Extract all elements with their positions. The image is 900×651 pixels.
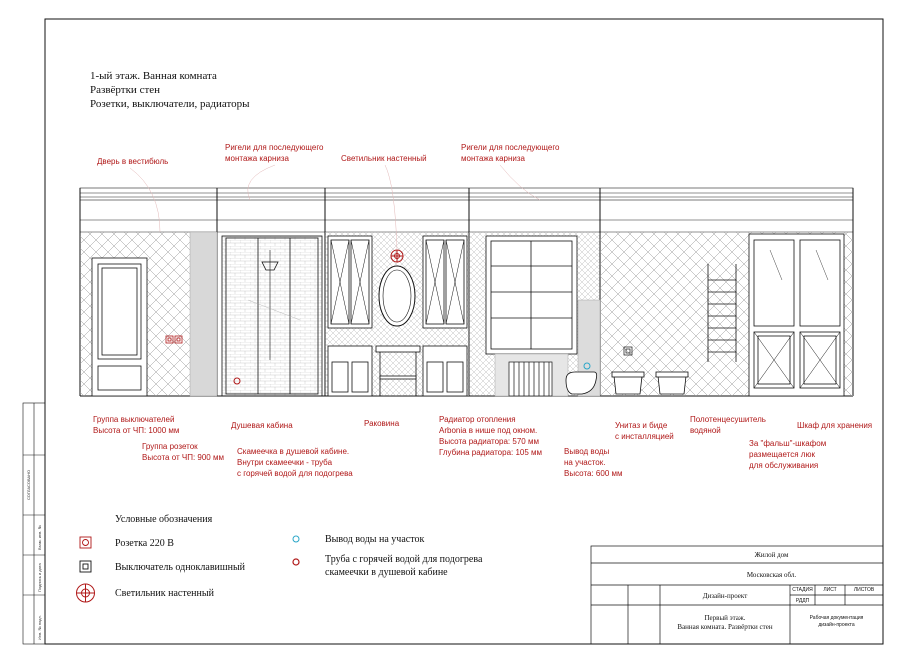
bidet-bowl [656,372,688,394]
stamp-sheet-title-a: Первый этаж. [704,614,746,622]
stamp-doc-b: дизайн-проекта [818,622,855,628]
callout-cabinet: Шкаф для хранения [797,421,873,430]
cornice-band [80,188,853,232]
legend-lamp-icon [77,584,95,602]
stamp-sheet-title-b: Ванная комната. Развёртки стен [677,623,773,631]
stamp-object: Жилой дом [754,551,789,559]
callout-water-c: Высота: 600 мм [564,469,623,478]
callout-door: Дверь в вестибюль [97,157,169,166]
legend-switch-icon [80,561,91,572]
strip-text-2: Взам. инв. № [37,525,42,550]
callout-bench-b: Внутри скамеечки - труба [237,458,333,467]
callout-rad-a: Радиатор отопления [439,415,516,424]
niche-gray [190,232,217,396]
stamp-region: Московская обл. [746,571,797,579]
callout-water-b: на участок. [564,458,606,467]
radiator [509,362,552,396]
page-title-line2: Развёртки стен [90,84,161,96]
legend-socket-icon [80,537,91,548]
callout-wc-a: Унитаз и биде [615,421,668,430]
legend-water-icon [293,536,299,542]
legend-pipe-label-b: скамеечки в душевой кабине [325,567,448,578]
callout-towel-a: Полотенцесушитель [690,415,766,424]
callout-rail1-a: Ригели для последующего [225,143,324,152]
legend-switch-label: Выключатель одноклавишный [115,562,246,573]
callout-bench-a: Скамеечка в душевой кабине. [237,447,350,456]
window [486,236,577,354]
binding-strip [23,403,45,644]
callout-bench-c: с горячей водой для подогрева [237,469,353,478]
legend-lamp-label: Светильник настенный [115,588,214,599]
callout-hatch-a: За "фальш"-шкафом [749,439,827,448]
callout-rad-d: Глубина радиатора: 105 мм [439,448,543,457]
callout-rail2-b: монтажа карниза [461,154,525,163]
legend-water-label: Вывод воды на участок [325,534,425,545]
stamp-col-sheets: ЛИСТОВ [853,587,875,593]
legend-pipe-icon [293,559,299,565]
callout-switch-a: Группа выключателей [93,415,175,424]
stamp-col-stage: СТАДИЯ [792,587,813,593]
stamp-stage: РДДП [795,598,810,604]
shower-cabin [222,236,322,396]
left-tall-cabinet [328,236,372,396]
callout-rad-b: Arbonia в нише под окном. [439,426,538,435]
stamp-col-sheet: ЛИСТ [823,587,837,593]
callout-shower: Душевая кабина [231,421,293,430]
stamp-project: Дизайн-проект [702,592,748,600]
callout-lamp: Светильник настенный [341,154,427,163]
legend-heading: Условные обозначения [115,514,213,525]
door [92,258,147,396]
mirror [379,266,415,326]
stamp-doc-a: Рабочая документация [809,615,864,621]
callout-socket-a: Группа розеток [142,442,198,451]
callout-rail1-b: монтажа карниза [225,154,289,163]
page-title-line1: 1-ый этаж. Ванная комната [90,70,217,82]
right-tall-cabinet [423,236,467,396]
callout-rail2-a: Ригели для последующего [461,143,560,152]
callout-hatch-b: размещается люк [749,450,815,459]
callout-sink: Раковина [364,419,400,428]
storage-cabinet [749,234,844,396]
strip-text-3: Подпись и дата [37,563,42,592]
callout-water-a: Вывод воды [564,447,610,456]
strip-text-1: СОГЛАСОВАНО [26,469,31,500]
tile-wall-5 [600,232,698,396]
strip-text-4: Инв. № подл. [37,615,42,640]
callout-switch-b: Высота от ЧП: 1000 мм [93,426,180,435]
callout-wc-b: с инсталляцией [615,432,674,441]
callout-socket-b: Высота от ЧП: 900 мм [142,453,224,462]
wc-bowl [612,372,644,394]
legend-socket-label: Розетка 220 В [115,538,174,549]
callout-hatch-c: для обслуживания [749,461,819,470]
callout-rad-c: Высота радиатора: 570 мм [439,437,539,446]
callout-towel-b: водяной [690,426,721,435]
page-title-line3: Розетки, выключатели, радиаторы [90,98,250,110]
legend-pipe-label-a: Труба с горячей водой для подогрева [325,554,483,565]
wall-lamp-symbol [391,250,403,262]
